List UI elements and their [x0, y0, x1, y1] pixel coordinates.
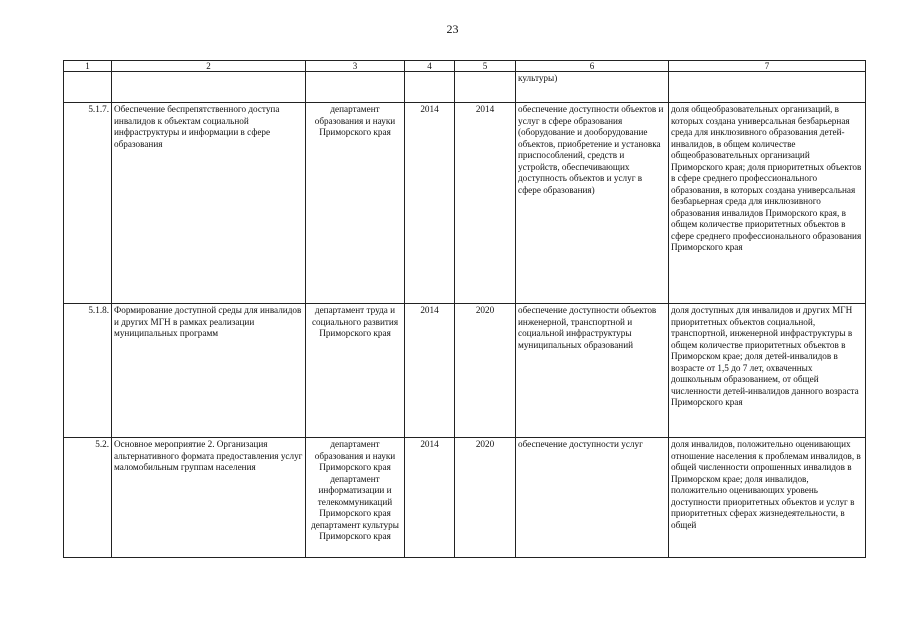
cell-result: обеспечение доступности услуг: [516, 438, 669, 558]
column-number: 5: [455, 61, 516, 72]
cell-num: 5.1.7.: [64, 103, 112, 304]
cell-indicators: доля общеобразовательных организаций, в которых создана универсальная безбарьерная среда для инклюзивного образования детей-инвалидов, в общем количестве общеобразовательных организаций Приморского края; доля приоритетных объектов в сфере среднего профессионального образования, в которых создана универсальная безбарьерная среда для инклюзивного образования инвалидов Приморского края, в общем количестве приоритетных объектов в сфере среднего профессионального образования Приморского края: [669, 103, 866, 304]
cell-name: Основное мероприятие 2. Организация альтернативного формата предоставления услуг маломобильным группам населения: [112, 438, 306, 558]
cell-end: [455, 72, 516, 103]
cell-indicators: доля доступных для инвалидов и других МГН приоритетных объектов социальной, транспортной, инженерной инфраструктуры в общем количестве приоритетных объектов в Приморском крае; доля детей-инвалидов в возрасте от 1,5 до 7 лет, охваченных дошкольным образованием, от общей численности детей-инвалидов данного возраста Приморского края: [669, 304, 866, 438]
cell-num: 5.2.: [64, 438, 112, 558]
column-number: 4: [405, 61, 455, 72]
executor-line: департамент образования и науки Приморского края: [314, 439, 396, 472]
executor-line: департамент образования и науки Приморского края: [314, 104, 396, 137]
cell-end: 2020: [455, 438, 516, 558]
cell-executor: [306, 304, 405, 438]
executor-line: департамент информатизации и телекоммуникаций Приморского края: [317, 473, 393, 518]
cell-end: 2020: [455, 304, 516, 438]
continuation-row: [64, 72, 866, 103]
cell-indicators: доля инвалидов, положительно оценивающих отношение населения к проблемам инвалидов, в общей численности опрошенных инвалидов в Приморском крае; доля инвалидов, положительно оценивающих уровень доступности приоритетных объектов и услуг в приоритетных сферах жизнедеятельности, в общей: [669, 438, 866, 558]
cell-executor: [306, 72, 405, 103]
measures-table: [63, 60, 866, 558]
cell-result: обеспечение доступности объектов и услуг в сфере образования (оборудование и дооборудование объектов, приобретение и установка приспособлений, средств и устройств, обеспечивающих доступность объектов и услуг в сфере образования): [516, 103, 669, 304]
cell-num: 5.1.8.: [64, 304, 112, 438]
cell-indicators: [669, 72, 866, 103]
cell-result: обеспечение доступности объектов инженерной, транспортной и социальной инфраструктуры муниципальных образований: [516, 304, 669, 438]
column-number: 3: [306, 61, 405, 72]
page-number: 23: [446, 22, 459, 36]
column-number: 7: [669, 61, 866, 72]
cell-name: Формирование доступной среды для инвалидов и других МГН в рамках реализации муниципальных программ: [112, 304, 306, 438]
executor-line: департамент труда и социального развития Приморского края: [311, 305, 399, 338]
column-number: 2: [112, 61, 306, 72]
cell-name: [112, 72, 306, 103]
cell-name: Обеспечение беспрепятственного доступа инвалидов к объектам социальной инфраструктуры и информации в сфере образования: [112, 103, 306, 304]
column-number: 1: [64, 61, 112, 72]
table-row: [64, 103, 866, 304]
table-row: [64, 304, 866, 438]
table-row: [64, 438, 866, 558]
cell-num: [64, 72, 112, 103]
cell-result: культуры): [516, 72, 669, 103]
cell-executor: [306, 438, 405, 558]
cell-start: [405, 72, 455, 103]
cell-executor: [306, 103, 405, 304]
column-number: 6: [516, 61, 669, 72]
cell-end: 2014: [455, 103, 516, 304]
cell-start: 2014: [405, 103, 455, 304]
cell-start: 2014: [405, 438, 455, 558]
cell-start: 2014: [405, 304, 455, 438]
column-number-row: [64, 61, 866, 72]
executor-line: департамент культуры Приморского края: [311, 519, 399, 541]
